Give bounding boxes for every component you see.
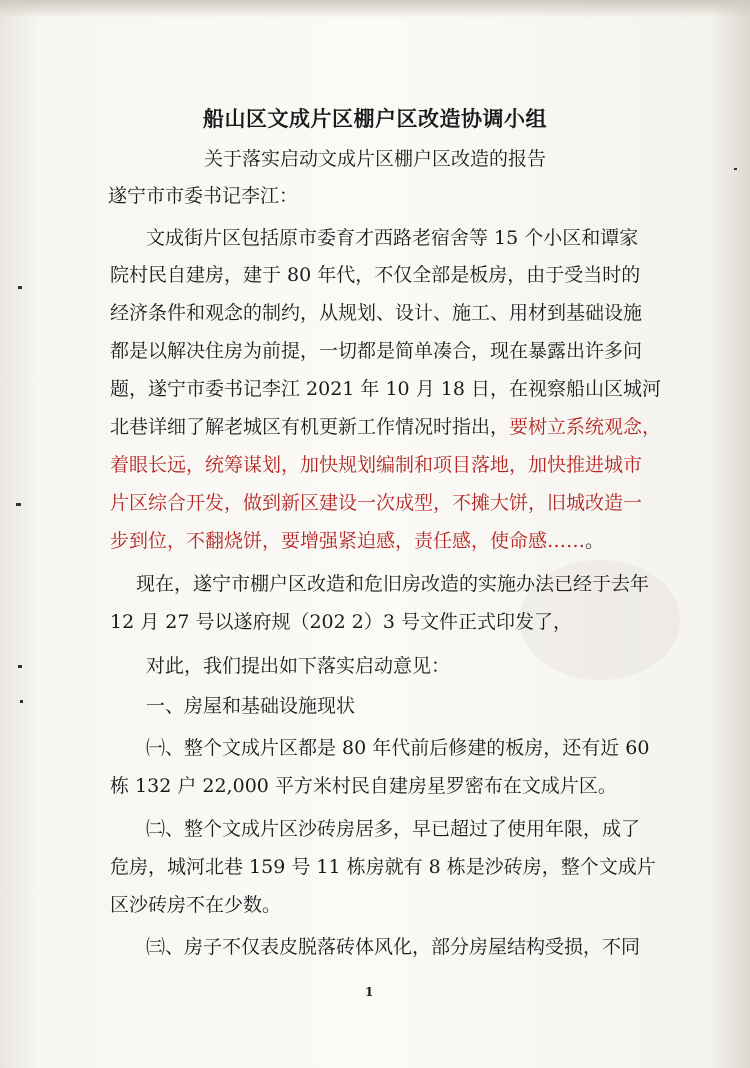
- para1-line3: 经济条件和观念的制约，从规划、设计、施工、用材到基础设施: [110, 302, 643, 324]
- scan-edge-shadow: [0, 0, 750, 18]
- item2-line1: ㈡、整个文成片区沙砖房居多，早已超过了使用年限，成了: [146, 818, 641, 840]
- page-number: 1: [365, 985, 374, 999]
- para1-line9: [110, 526, 604, 553]
- item2-line3: 区沙砖房不在少数。: [110, 894, 282, 916]
- para3: 对此，我们提出如下落实启动意见：: [146, 655, 451, 677]
- para1-line5: 题，遂宁市委书记李江 2021 年 10 月 18 日，在视察船山区城河: [110, 378, 661, 400]
- para1-line1: 文成街片区包括原市委育才西路老宿舍等 15 个小区和谭家: [146, 227, 639, 249]
- para1-line8: 片区综合开发，做到新区建设一次成型，不摊大饼，旧城改造一: [110, 492, 643, 514]
- document-subtitle: 关于落实启动文成片区棚户区改造的报告: [203, 148, 546, 170]
- scan-mark: [18, 665, 22, 668]
- para2-line2: 12 月 27 号以遂府规（202 2）3 号文件正式印发了，: [110, 611, 572, 633]
- scan-mark: [18, 286, 22, 289]
- para2-line1: 现在，遂宁市棚户区改造和危旧房改造的实施办法已经于去年: [136, 573, 650, 595]
- quote-highlight-end: 步到位，不翻烧饼，要增强紧迫感，责任感，使命感……: [110, 530, 586, 552]
- section-heading-1: 一、房屋和基础设施现状: [146, 695, 356, 717]
- para1-end-mark: 。: [585, 530, 605, 552]
- quote-highlight: 要树立系统观念，: [509, 416, 662, 438]
- scan-mark: [20, 700, 23, 703]
- para1-line6-text: 北巷详细了解老城区有机更新工作情况时指出，: [110, 416, 510, 438]
- para1-line4: 都是以解决住房为前提，一切都是简单凑合，现在暴露出许多问: [110, 340, 643, 362]
- scan-mark: [16, 503, 21, 506]
- para1-line2: 院村民自建房，建于 80 年代，不仅全部是板房，由于受当时的: [110, 264, 641, 286]
- item1-line1: ㈠、整个文成片区都是 80 年代前后修建的板房，还有近 60: [146, 737, 650, 759]
- para1-line6: [110, 412, 661, 439]
- item2-line2: 危房，城河北巷 159 号 11 栋房就有 8 栋是沙砖房，整个文成片: [110, 856, 656, 878]
- item3-line1: ㈢、房子不仅表皮脱落砖体风化，部分房屋结构受损，不同: [146, 936, 641, 958]
- para1-line7: 着眼长远，统筹谋划，加快规划编制和项目落地，加快推进城市: [110, 454, 643, 476]
- item1-line2: 栋 132 户 22,000 平方米村民自建房星罗密布在文成片区。: [110, 775, 617, 797]
- salutation: 遂宁市市委书记李江：: [108, 185, 299, 207]
- document-title: 船山区文成片区棚户区改造协调小组: [203, 106, 547, 131]
